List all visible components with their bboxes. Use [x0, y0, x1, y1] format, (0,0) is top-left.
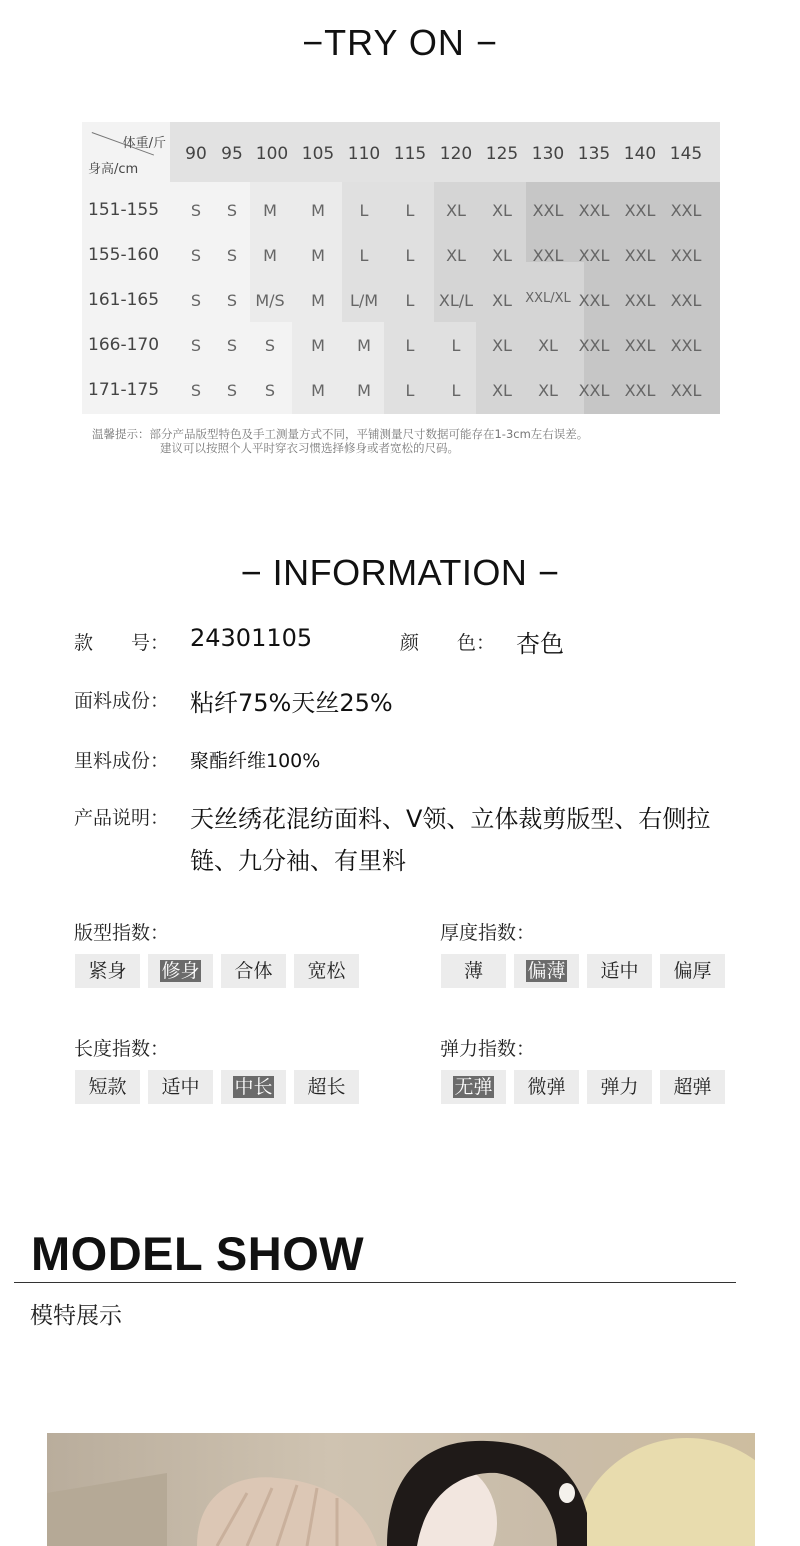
- size-cell: XL: [446, 201, 466, 220]
- weight-col-header: 145: [669, 144, 703, 164]
- size-cell: L: [359, 201, 369, 220]
- size-cell: XL: [446, 246, 466, 265]
- size-cell: L: [405, 201, 415, 220]
- thickness-option-label: 薄: [463, 960, 483, 982]
- thickness-index-title: 厚度指数：: [440, 922, 536, 944]
- size-cell: L: [359, 246, 369, 265]
- stretch-option-label: 弹力: [600, 1076, 639, 1098]
- length-option: [75, 1070, 140, 1104]
- size-cell: XXL: [670, 336, 702, 355]
- size-cell: XL: [492, 381, 512, 400]
- size-cell: XXL: [578, 246, 610, 265]
- size-cell: M/S: [255, 291, 285, 310]
- weight-col-header: 125: [485, 144, 519, 164]
- style-number-label: 款 号：: [74, 632, 170, 654]
- fit-option-label: 紧身: [88, 960, 127, 982]
- stretch-option-label: 超弹: [673, 1076, 712, 1098]
- size-cell: M: [311, 291, 325, 310]
- corner-height-label: 身高/cm: [88, 162, 139, 177]
- model-show-divider: [14, 1282, 736, 1283]
- size-cell: L: [405, 291, 415, 310]
- size-cell: XL: [538, 381, 558, 400]
- fit-option: [221, 954, 286, 988]
- size-cell: L/M: [349, 291, 379, 310]
- stretch-index-title: 弹力指数：: [440, 1038, 536, 1060]
- size-cell: XXL: [670, 246, 702, 265]
- model-photo-illustration: [47, 1433, 755, 1546]
- height-row-label: 171-175: [88, 380, 160, 400]
- style-number-value: 24301105: [190, 624, 313, 652]
- size-cell: XXL: [624, 291, 656, 310]
- weight-col-header: 140: [623, 144, 657, 164]
- size-cell: XL: [492, 246, 512, 265]
- height-row-label: 155-160: [88, 245, 160, 265]
- fit-option: [75, 954, 140, 988]
- size-tip: [92, 427, 588, 455]
- size-cell: XXL: [670, 291, 702, 310]
- weight-col-header: 95: [221, 144, 243, 164]
- size-chart-table: [82, 122, 720, 414]
- stretch-option-label: 微弹: [527, 1076, 566, 1098]
- length-option: [294, 1070, 359, 1104]
- size-cell: XXL: [624, 336, 656, 355]
- stretch-option: [660, 1070, 725, 1104]
- size-cell: L: [451, 336, 461, 355]
- size-cell: XL: [492, 291, 512, 310]
- weight-col-header: 135: [577, 144, 611, 164]
- color-value: 杏色: [516, 630, 564, 658]
- size-cell: XXL: [624, 246, 656, 265]
- weight-col-header: 120: [439, 144, 473, 164]
- fit-option: [294, 954, 359, 988]
- size-cell: XXL: [624, 201, 656, 220]
- size-cell: M: [263, 201, 277, 220]
- size-cell: XXL: [532, 201, 564, 220]
- size-cell: S: [226, 336, 238, 355]
- size-cell: XXL: [670, 201, 702, 220]
- thickness-option: [514, 954, 579, 988]
- fabric-value: 粘纤75%天丝25%: [190, 689, 393, 717]
- thickness-option-label: 适中: [600, 960, 639, 982]
- description-label: 产品说明：: [74, 807, 170, 829]
- model-show-title: MODEL SHOW: [31, 1227, 365, 1280]
- size-cell: L: [451, 381, 461, 400]
- length-option: [148, 1070, 213, 1104]
- tip-line-1: 温馨提示：部分产品版型特色及手工测量方式不同，平铺测量尺寸数据可能存在1-3cm左右误差。: [92, 427, 589, 441]
- length-option: [221, 1070, 286, 1104]
- stretch-option: [587, 1070, 652, 1104]
- model-show-subtitle: 模特展示: [30, 1303, 122, 1329]
- size-cell: XL: [492, 336, 512, 355]
- height-row-label: 151-155: [88, 200, 160, 220]
- hair-pin: [559, 1483, 575, 1503]
- size-cell: M: [311, 381, 325, 400]
- weight-col-header: 105: [301, 144, 335, 164]
- background-panel: [47, 1473, 167, 1546]
- fit-option-label: 合体: [234, 960, 273, 982]
- thickness-option: [587, 954, 652, 988]
- fit-option-label: 宽松: [307, 960, 346, 982]
- size-cell: M: [311, 246, 325, 265]
- size-cell: XXL: [624, 381, 656, 400]
- size-cell: L: [405, 381, 415, 400]
- size-cell: XXL/XL: [525, 291, 571, 306]
- thickness-option: [660, 954, 725, 988]
- size-cell: L: [405, 246, 415, 265]
- thickness-option: [441, 954, 506, 988]
- try-on-title: −TRY ON −: [302, 22, 498, 63]
- information-title: − INFORMATION −: [240, 552, 560, 593]
- weight-col-header: 115: [393, 144, 427, 164]
- table-corner-header: [82, 122, 170, 182]
- weight-col-header: 90: [185, 144, 207, 164]
- height-row-label: 166-170: [88, 335, 160, 355]
- size-cell: S: [190, 291, 202, 310]
- stretch-option: [514, 1070, 579, 1104]
- size-cell: S: [190, 336, 202, 355]
- size-cell: S: [190, 201, 202, 220]
- length-index-title: 长度指数：: [74, 1038, 170, 1060]
- stretch-option: [441, 1070, 506, 1104]
- size-cell: XXL: [578, 381, 610, 400]
- thickness-option-label: 偏厚: [673, 960, 712, 982]
- fit-index-title: 版型指数：: [74, 922, 170, 944]
- size-cell: M: [357, 381, 371, 400]
- weight-col-header: 130: [531, 144, 565, 164]
- size-cell: L: [405, 336, 415, 355]
- size-cell: S: [226, 291, 238, 310]
- size-cell: XL: [492, 201, 512, 220]
- size-cell: XXL: [578, 336, 610, 355]
- weight-col-header: 100: [255, 144, 289, 164]
- length-option-label: 超长: [307, 1076, 346, 1098]
- size-cell: S: [226, 246, 238, 265]
- corner-weight-label: 体重/斤: [122, 136, 166, 151]
- model-photo: [47, 1433, 755, 1546]
- tip-line-2: 建议可以按照个人平时穿衣习惯选择修身或者宽松的尺码。: [160, 441, 459, 455]
- weight-col-header: 110: [347, 144, 381, 164]
- size-cell: XXL: [670, 381, 702, 400]
- fit-option: [148, 954, 213, 988]
- size-cell: XL/L: [438, 291, 474, 310]
- size-cell: S: [190, 246, 202, 265]
- lining-value: 聚酯纤维100%: [190, 750, 321, 772]
- size-cell: M: [263, 246, 277, 265]
- size-cell: XXL: [578, 201, 610, 220]
- size-cell: M: [311, 201, 325, 220]
- size-cell: S: [264, 336, 276, 355]
- description-value: 天丝绣花混纺面料、V领、立体裁剪版型、右侧拉链、九分袖、有里料: [190, 805, 711, 875]
- size-cell: M: [311, 336, 325, 355]
- round-screen-shape: [572, 1438, 755, 1546]
- size-cell: S: [226, 381, 238, 400]
- size-cell: XXL: [578, 291, 610, 310]
- size-cell: S: [264, 381, 276, 400]
- length-option-label: 适中: [161, 1076, 200, 1098]
- height-row-label: 161-165: [88, 290, 160, 310]
- length-option-label: 短款: [88, 1076, 127, 1098]
- stretch-option-label: 无弹: [454, 1076, 493, 1098]
- size-cell: XL: [538, 336, 558, 355]
- fabric-label: 面料成份：: [74, 690, 170, 712]
- size-cell: XXL: [532, 246, 564, 265]
- size-cell: S: [190, 381, 202, 400]
- color-label: 颜 色：: [400, 632, 496, 654]
- size-cell: M: [357, 336, 371, 355]
- size-cell: S: [226, 201, 238, 220]
- length-option-label: 中长: [234, 1076, 273, 1098]
- thickness-option-label: 偏薄: [527, 960, 566, 982]
- lining-label: 里料成份：: [74, 750, 170, 772]
- fit-option-label: 修身: [161, 960, 200, 982]
